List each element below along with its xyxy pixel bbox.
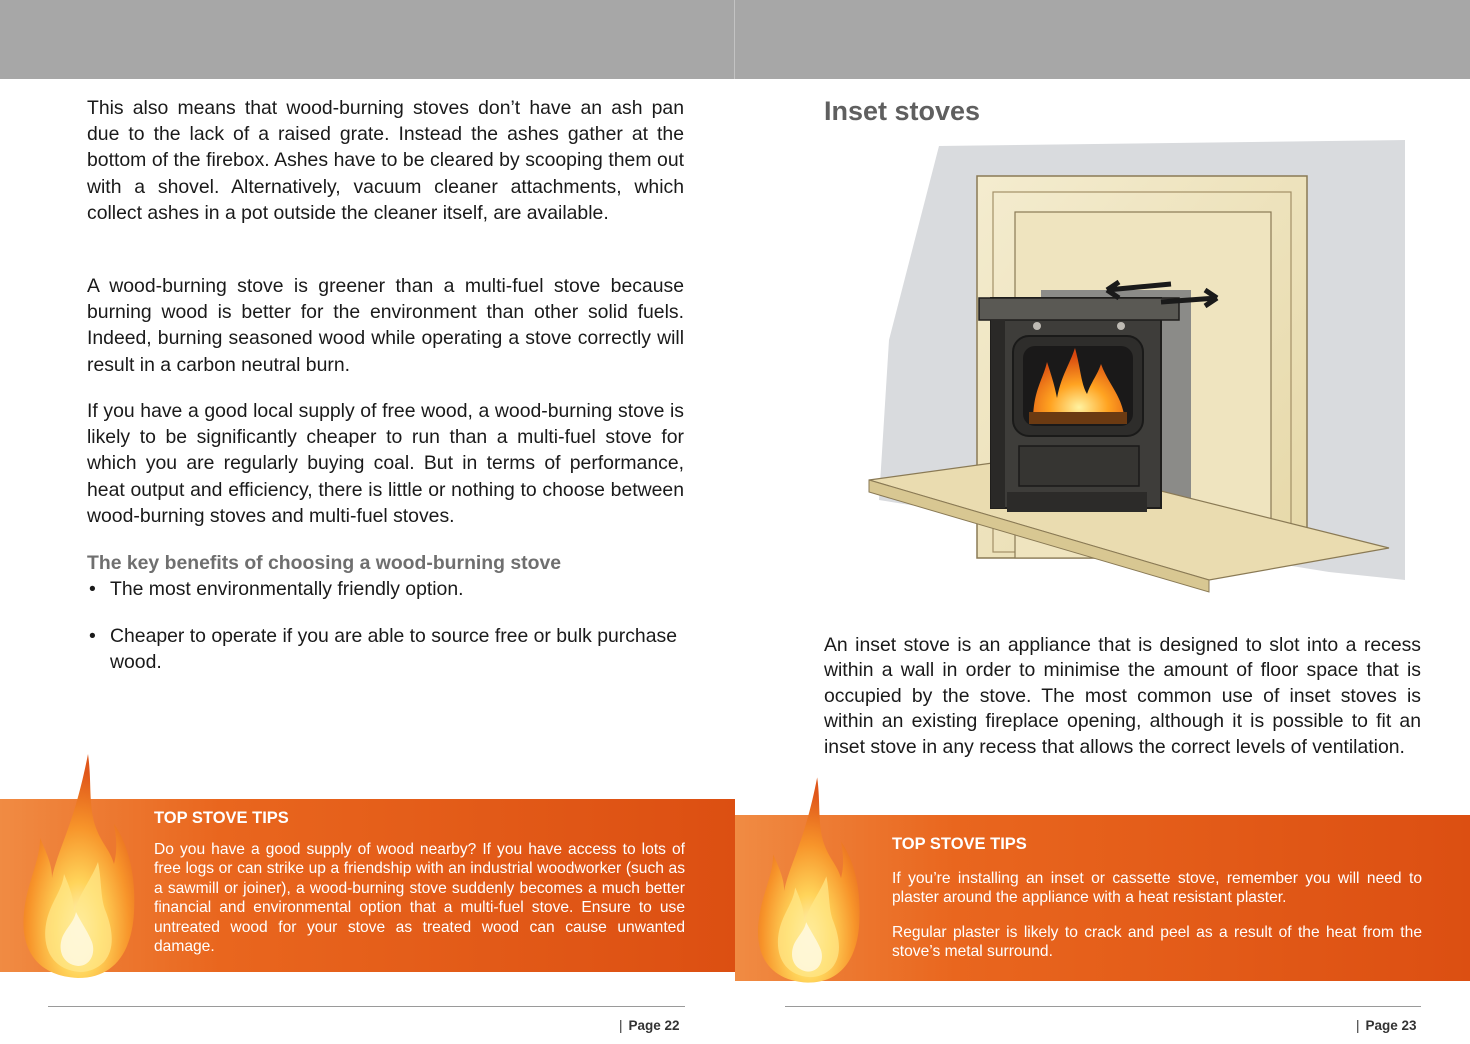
footer-rule [48, 1006, 685, 1007]
tips-text: Do you have a good supply of wood nearby? If you have access to lots of free logs or can strike up a friendship with an industrial woodworker (such as a sawmill or joiner), a wood-burning stove suddenly becomes a much better financial and environmental option that a multi-fuel stove. Ensure to use untreated wood for your stove as treated wood can cause unwanted damage. [154, 841, 685, 956]
list-item: • The most environmentally friendly option. [87, 576, 684, 603]
bullet-icon: • [89, 624, 96, 647]
flame-icon [18, 752, 138, 980]
tips-title: TOP STOVE TIPS [154, 809, 289, 827]
tips-text-1: If you’re installing an inset or cassette stove, remember you will need to plaster around the appliance with a heat resistant plaster. [892, 870, 1422, 907]
header-bar [735, 0, 1470, 79]
paragraph-inset: An inset stove is an appliance that is designed to slot into a recess within a wall in order to minimise the amount of floor space that is occupied by the stove. The most common use of inset stoves is within an existing fireplace opening, although it is possible to fit an inset stove in any recess that allows the correct levels of ventilation. [824, 634, 1421, 758]
tips-title: TOP STOVE TIPS [892, 835, 1027, 853]
list-item: • Cheaper to operate if you are able to source free or bulk purchase wood. [89, 624, 677, 673]
page-title: Inset stoves [824, 96, 981, 126]
page-number: | Page 22 [619, 1018, 680, 1033]
right-page [735, 0, 1470, 1044]
benefits-heading: The key benefits of choosing a wood-burning stove [87, 552, 562, 574]
footer-rule [785, 1006, 1421, 1007]
paragraph-greener: A wood-burning stove is greener than a multi-fuel stove because burning wood is better for the environment than other solid fuels. Indeed, burning seasoned wood while operating a stove correctly will result in a carbon neutral burn. [87, 275, 684, 376]
page-number: | Page 23 [1356, 1018, 1417, 1033]
bullet-icon: • [89, 578, 96, 600]
tips-text-2: Regular plaster is likely to crack and peel as a result of the heat from the stove’s metal surround. [892, 924, 1422, 961]
benefits-list [87, 576, 684, 696]
paragraph-cost: If you have a good local supply of free wood, a wood-burning stove is likely to be significantly cheaper to run than a multi-fuel stove for which you are regularly buying coal. But in terms of performance, heat output and efficiency, there is little or nothing to choose between wood-burning stoves and multi-fuel stoves. [87, 400, 684, 527]
header-bar [0, 0, 735, 79]
paragraph-ash-pan: This also means that wood-burning stoves don’t have an ash pan due to the lack of a raised grate. Instead the ashes gather at the bottom of the firebox. Ashes have to be cleared by scooping them out with a shovel. Alternatively, vacuum cleaner attachments, which collect ashes in a pot outside the cleaner itself, are available. [87, 97, 684, 224]
flame-icon [753, 772, 863, 988]
inset-stove-illustration [829, 140, 1405, 610]
